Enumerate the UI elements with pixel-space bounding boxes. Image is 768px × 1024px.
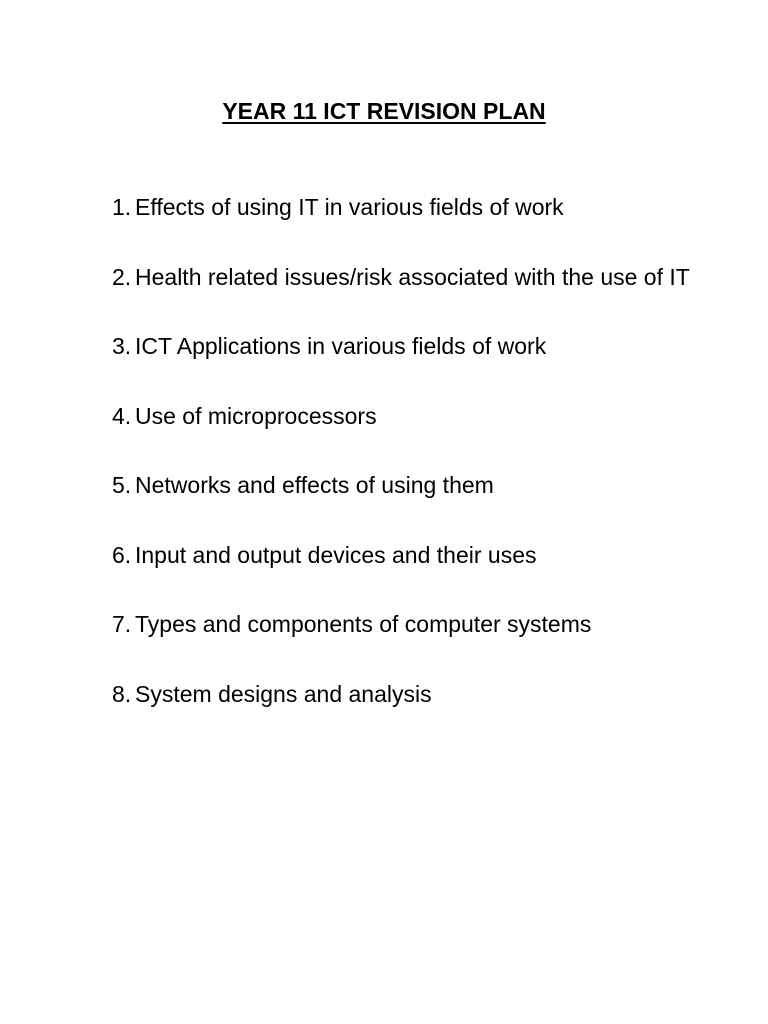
list-item-number: 4. (112, 402, 132, 429)
list-item-number: 1. (112, 194, 132, 220)
list-item-number: 3. (112, 333, 132, 359)
list-item-text: System designs and analysis (135, 680, 432, 707)
list-item (112, 382, 712, 452)
document-title: YEAR 11 ICT REVISION PLAN (222, 98, 546, 124)
list-item-text: Types and components of computer systems (135, 611, 592, 637)
revision-topic-list (112, 173, 712, 729)
list-item-text: Input and output devices and their uses (135, 541, 537, 568)
list-item (112, 451, 712, 521)
list-item-text: Effects of using IT in various fields of work (135, 194, 564, 220)
list-item (112, 521, 712, 591)
list-item (112, 312, 712, 382)
list-item-number: 6. (112, 541, 132, 568)
list-item-text: Networks and effects of using them (135, 472, 494, 498)
list-item-text: ICT Applications in various fields of work (135, 333, 547, 359)
list-item-number: 7. (112, 611, 132, 637)
list-item (112, 660, 712, 730)
list-item-number: 8. (112, 680, 132, 707)
list-item-text: Use of microprocessors (135, 402, 377, 429)
list-item-number: 5. (112, 472, 132, 498)
list-item (112, 590, 712, 660)
list-item (112, 173, 712, 243)
list-item-text: Health related issues/risk associated with the use of IT (135, 263, 690, 290)
list-item-number: 2. (112, 263, 132, 290)
list-item (112, 243, 712, 313)
